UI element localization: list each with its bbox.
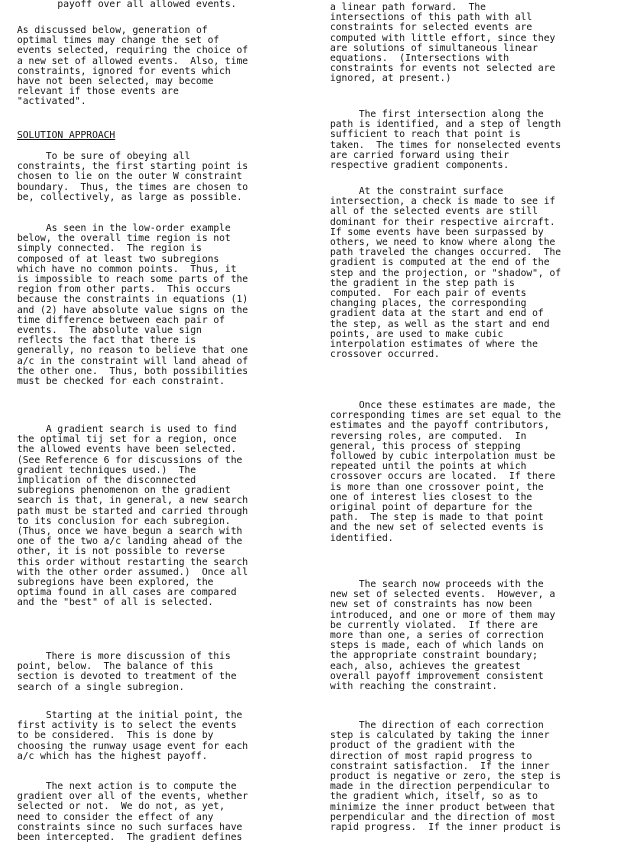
paragraph-as-discussed: As discussed below, generation of optimal times may change the set of events selected, requiring the choice of a new set of allowed events. Also, time constraints, ignored for events which have not been selected, may become relevant if those events are "activated".: [17, 25, 249, 108]
paragraph-constraint-surface: At the constraint surface intersection, a check is made to see if all of the selected events are still dominant for their respective aircraft. If some events have been surpassed by others, we need to know where along the path traveled the changes occurred. The gradient is computed at the end of the step and the projection, or "shadow", of the gradient in the step path is computed. For each pair of events changing places, the corresponding gradient data at the start and end of the step, as well as the start and end points, are used to make cubic interpolation estimates of where the crossover occurred.: [330, 186, 562, 361]
paragraph-next-action: The next action is to compute the gradient over all of the events, whether selected or not. We do not, as yet, need to consider the effect of any constraints since no such surfaces have been intercepted. The gradient defines: [17, 781, 249, 844]
right-column: [330, 0, 626, 834]
paragraph-first-intersection: The first intersection along the path is identified, and a step of length sufficient to reach that point is taken. The times for nonselected events are carried forward using their respective gradient components.: [330, 109, 562, 172]
paragraph-search-proceeds: The search now proceeds with the new set of selected events. However, a new set of constraints has now been introduced, and one or more of them may be currently violated. If there are more than one, a series of correction steps is made, each of which lands on the appropriate constraint boundary; each, also, achieves the greatest overall payoff improvement consistent with reaching the constraint.: [330, 579, 556, 693]
paragraph-to-be-sure: To be sure of obeying all constraints, the first starting point is chosen to lie on the outer W constraint boundary. Thus, the times are chosen to be, collectively, as large as possible.: [17, 151, 249, 203]
paragraph-payoff-top: payoff over all allowed events.: [17, 0, 237, 10]
paragraph-linear-path: a linear path forward. The intersections of this path with all constraints for selected events are computed with little effort, since they are solutions of simultaneous linear equations. (Intersections with constraints for events not selected are ignored, at present.): [330, 2, 556, 85]
paragraph-once-estimates: Once these estimates are made, the corresponding times are set equal to the estimates and the payoff contributors, reversing roles, are computed. In general, this process of stepping followed by cubic interpolation must be repeated until the points at which crossover occurs are located. If there is more than one crossover point, the one of interest lies closest to the original point of departure for the path. The step is made to that point and the new set of selected events is identified.: [330, 400, 562, 544]
left-column: [17, 0, 305, 844]
paragraph-more-discussion: There is more discussion of this point, below. The balance of this section is devoted to treatment of the search of a single subregion.: [17, 651, 237, 693]
paragraph-starting: Starting at the initial point, the first activity is to select the events to be considered. This is done by choosing the runway usage event for each a/c which has the highest payoff.: [17, 710, 249, 762]
paragraph-as-seen: As seen in the low-order example below, the overall time region is not simply connected. The region is composed of at least two subregions which have no common points. Thus, it is impossible to reach some parts of the region from other parts. This occurs because the constraints in equations (1) and (2) have absolute value signs on the time difference between each pair of events. The absolute value sign reflects the fact that there is generally, no reason to believe that one a/c in the constraint will land ahead of the other one. Thus, both possibilities must be checked for each constraint.: [17, 223, 249, 388]
paragraph-direction: The direction of each correction step is calculated by taking the inner product of the gradient with the direction of most rapid progress to constraint satisfaction. If the inner product is negative or zero, the step is made in the direction perpendicular to the gradient which, itself, so as to minimize the inner product between that perpendicular and the direction of most rapid progress. If the inner product is: [330, 720, 562, 834]
paragraph-gradient-search: A gradient search is used to find the optimal tij set for a region, once the allowed events have been selected. (See Reference 6 for discussions of the gradient techniques used.) The implication of the disconnected subregions phenomenon on the gradient search is that, in general, a new search path must be started and carried through to its conclusion for each subregion. (Thus, once we have begun a search with one of the two a/c landing ahead of the other, it is not possible to reverse this order without restarting the search with the other order assumed.) Once all subregions have been explored, the optima found in all cases are compared and the "best" of all is selected.: [17, 424, 249, 609]
section-heading: SOLUTION APPROACH: [17, 130, 116, 141]
